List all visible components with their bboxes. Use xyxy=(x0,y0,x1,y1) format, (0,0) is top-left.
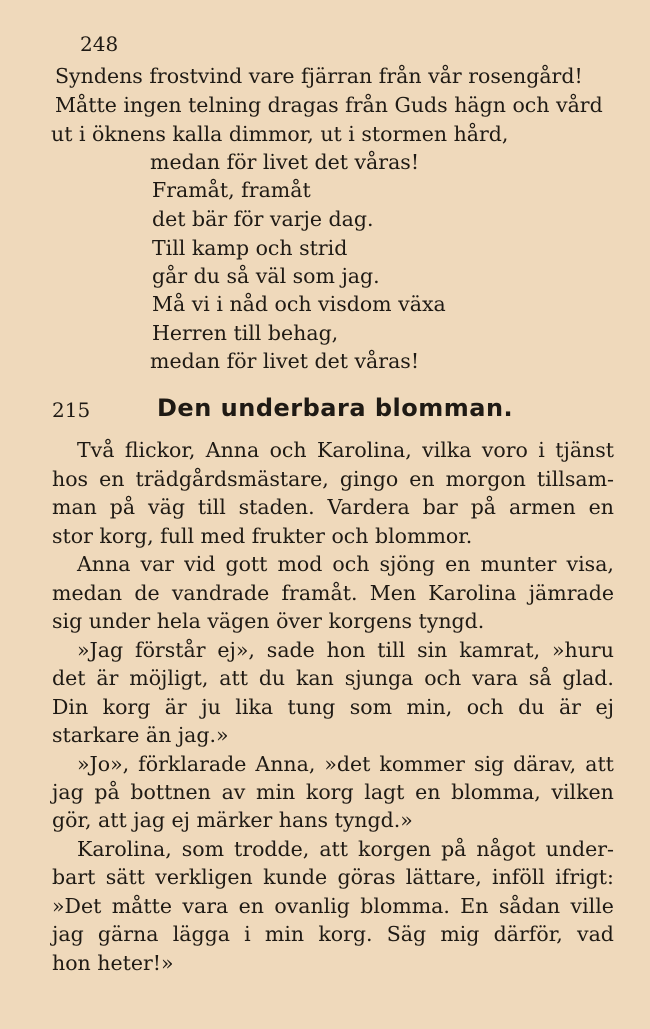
prose-line: Två flickor, Anna och Karolina, vilka voro i tjänst xyxy=(77,438,614,462)
poem-line: Till kamp och strid xyxy=(152,236,348,260)
prose-line: hos en trädgårdsmästare, gingo en morgon tillsam- xyxy=(52,467,614,491)
page-number: 248 xyxy=(80,32,119,56)
section-number: 215 xyxy=(52,398,91,422)
poem-line: går du så väl som jag. xyxy=(152,264,380,288)
prose-line: hon heter!» xyxy=(52,951,174,975)
prose-line: man på väg till staden. Vardera bar på armen en xyxy=(52,495,614,519)
prose-line: Anna var vid gott mod och sjöng en munter visa, xyxy=(77,552,614,576)
poem-line: ut i öknens kalla dimmor, ut i stormen hård, xyxy=(51,122,509,146)
poem-line: Framåt, framåt xyxy=(152,178,311,202)
prose-line: starkare än jag.» xyxy=(52,723,229,747)
poem-line: medan för livet det våras! xyxy=(150,150,420,174)
prose-line: jag gärna lägga i min korg. Säg mig därför, vad xyxy=(52,922,614,946)
prose-line: medan de vandrade framåt. Men Karolina jämrade xyxy=(52,581,614,605)
prose-line: bart sätt verkligen kunde göras lättare, inföll ifrigt: xyxy=(52,865,614,889)
prose-line: »Jo», förklarade Anna, »det kommer sig därav, att xyxy=(77,752,614,776)
prose-line: det är möjligt, att du kan sjunga och vara så glad. xyxy=(52,666,614,690)
prose-line: »Jag förstår ej», sade hon till sin kamrat, »huru xyxy=(77,638,614,662)
prose-line: stor korg, full med frukter och blommor. xyxy=(52,524,473,548)
poem-line: Herren till behag, xyxy=(152,321,339,345)
prose-line: Karolina, som trodde, att korgen på något under- xyxy=(77,837,614,861)
section-title: Den underbara blomman. xyxy=(157,394,514,422)
prose-line: jag på bottnen av min korg lagt en blomma, vilken xyxy=(52,780,614,804)
prose-line: gör, att jag ej märker hans tyngd.» xyxy=(52,808,413,832)
poem-line: Syndens frostvind vare fjärran från vår rosengård! xyxy=(55,64,583,88)
poem-line: Måtte ingen telning dragas från Guds hägn och vård xyxy=(55,93,603,117)
prose-line: Din korg är ju lika tung som min, och du är ej xyxy=(52,695,614,719)
prose-line: »Det måtte vara en ovanlig blomma. En sådan ville xyxy=(52,894,614,918)
prose-line: sig under hela vägen över korgens tyngd. xyxy=(52,609,485,633)
poem-line: Må vi i nåd och visdom växa xyxy=(152,292,446,316)
poem-line: medan för livet det våras! xyxy=(150,349,420,373)
poem-line: det bär för varje dag. xyxy=(152,207,374,231)
